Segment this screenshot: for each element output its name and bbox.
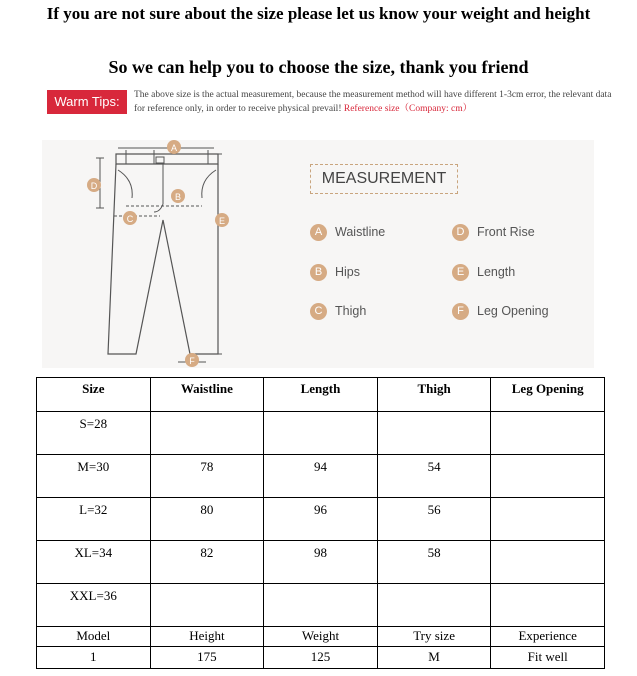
marker-c — [123, 211, 137, 225]
marker-a — [167, 140, 181, 154]
legend-label: Length — [477, 265, 516, 279]
marker-f — [185, 353, 199, 367]
table-row — [37, 541, 605, 584]
table-cell: 98 — [264, 541, 378, 584]
marker-d-label: D — [90, 181, 98, 191]
table-cell — [377, 412, 491, 455]
header-cell: Length — [264, 378, 378, 412]
table-cell — [491, 412, 605, 455]
table-cell: XL=34 — [37, 541, 151, 584]
table-cell: 78 — [150, 455, 264, 498]
table-cell — [377, 584, 491, 627]
marker-f-icon: F — [452, 303, 469, 320]
legend-label: Leg Opening — [477, 304, 549, 318]
marker-e-label: E — [218, 216, 226, 226]
legend-leg-opening — [452, 301, 549, 321]
model-header-cell: Height — [150, 627, 264, 647]
marker-c-icon: C — [310, 303, 327, 320]
table-cell — [491, 498, 605, 541]
table-cell — [150, 584, 264, 627]
table-row — [37, 412, 605, 455]
measurement-panel — [42, 140, 594, 368]
header-cell: Leg Opening — [491, 378, 605, 412]
marker-f-label: F — [189, 356, 195, 366]
measurement-title: MEASUREMENT — [310, 164, 458, 194]
marker-a-label: A — [170, 143, 178, 153]
table-cell: 58 — [377, 541, 491, 584]
table-cell: L=32 — [37, 498, 151, 541]
warm-tips-badge: Warm Tips: — [47, 90, 127, 114]
model-cell: 125 — [264, 647, 378, 669]
marker-d — [87, 178, 101, 192]
table-cell: XXL=36 — [37, 584, 151, 627]
waistband-outline — [116, 154, 218, 164]
table-cell — [491, 541, 605, 584]
warm-tips-text — [134, 88, 614, 116]
table-cell — [491, 455, 605, 498]
header-cell: Size — [37, 378, 151, 412]
model-table-header — [37, 627, 605, 647]
header-cell: Waistline — [150, 378, 264, 412]
legend-label: Waistline — [335, 225, 386, 239]
model-header-cell: Experience — [491, 627, 605, 647]
marker-a-icon: A — [310, 224, 327, 241]
header-cell: Thigh — [377, 378, 491, 412]
pocket-left — [118, 170, 132, 198]
marker-c-label: C — [126, 214, 134, 224]
table-cell — [264, 412, 378, 455]
pocket-right — [202, 170, 216, 198]
legend-label: Hips — [335, 265, 361, 279]
header-line-1: If you are not sure about the size please let us know your weight and height — [46, 4, 591, 23]
fly-stitch — [154, 164, 163, 212]
model-cell: 175 — [150, 647, 264, 669]
table-cell: M=30 — [37, 455, 151, 498]
table-cell: 96 — [264, 498, 378, 541]
table-cell: 94 — [264, 455, 378, 498]
table-cell — [150, 412, 264, 455]
table-row — [37, 498, 605, 541]
marker-b-label: B — [174, 192, 182, 202]
model-header-cell: Model — [37, 627, 151, 647]
model-header-cell: Try size — [377, 627, 491, 647]
marker-e-icon: E — [452, 264, 469, 281]
marker-b-icon: B — [310, 264, 327, 281]
model-cell: 1 — [37, 647, 151, 669]
marker-d-icon: D — [452, 224, 469, 241]
legend-label: Front Rise — [477, 225, 535, 239]
header-line-2: So we can help you to choose the size, thank you friend — [108, 57, 529, 77]
legend-waistline — [310, 222, 385, 242]
table-row — [37, 584, 605, 627]
table-cell: S=28 — [37, 412, 151, 455]
table-cell: 56 — [377, 498, 491, 541]
legend-length — [452, 262, 515, 282]
model-cell: Fit well — [491, 647, 605, 669]
table-cell: 82 — [150, 541, 264, 584]
legend-front-rise — [452, 222, 535, 242]
table-cell: 54 — [377, 455, 491, 498]
pants-diagram — [42, 140, 272, 368]
marker-b — [171, 189, 185, 203]
model-header-cell: Weight — [264, 627, 378, 647]
button-icon — [156, 157, 164, 163]
reference-size-note: Reference size（Company: cm） — [343, 104, 473, 114]
legend-thigh — [310, 301, 366, 321]
size-table — [36, 377, 605, 669]
legend-label: Thigh — [335, 304, 367, 318]
model-cell: M — [377, 647, 491, 669]
table-row — [37, 455, 605, 498]
model-table-row — [37, 647, 605, 669]
table-cell — [264, 584, 378, 627]
marker-e — [215, 213, 229, 227]
warm-tips-note: The above size is the actual measurement, because the measurement method will have different 1-3cm error, the relevant data for reference only, in order to receive physical prevail! — [134, 90, 612, 114]
size-table-header — [37, 378, 605, 412]
legend-hips — [310, 262, 360, 282]
table-cell — [491, 584, 605, 627]
table-cell: 80 — [150, 498, 264, 541]
